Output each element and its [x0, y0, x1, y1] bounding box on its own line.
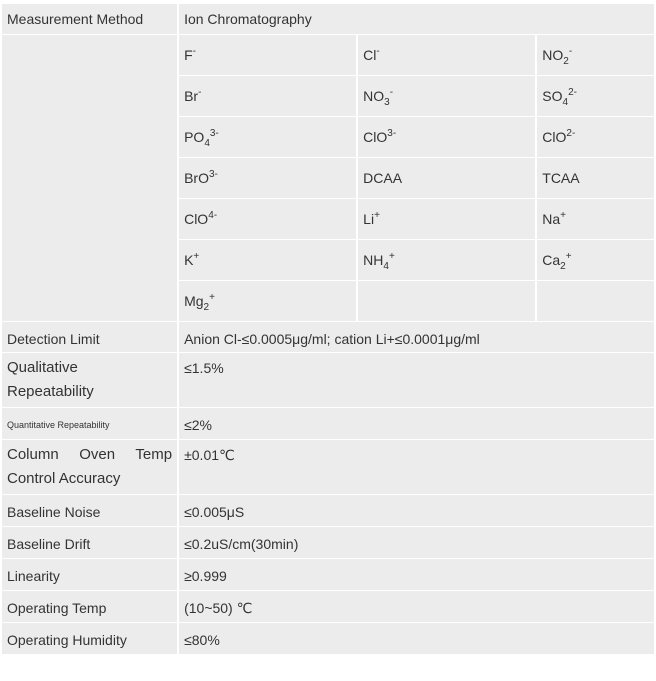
ion-list-label-cell	[2, 35, 177, 321]
ion-base: K	[184, 252, 194, 268]
column-oven-label	[2, 440, 177, 494]
ion-base: DCAA	[363, 170, 403, 186]
ion-cell	[179, 281, 356, 321]
column-oven-label-line1: Column Oven Temp	[7, 446, 173, 463]
ion-base: TCAA	[542, 170, 580, 186]
ion-superscript: +	[209, 292, 215, 303]
ion-base: Cl	[363, 47, 377, 63]
ion-subscript: 2	[560, 261, 566, 272]
ion-superscript: 4-	[208, 210, 218, 221]
row-measurement-method	[2, 4, 654, 34]
row-baseline-drift	[2, 527, 654, 558]
ion-base: ClO	[542, 129, 567, 145]
ion-base: Ca	[542, 252, 561, 268]
baseline-drift-value: ≤0.2uS/cm(30min)	[179, 527, 654, 558]
ion-superscript: +	[560, 210, 567, 221]
ion-formula	[184, 170, 218, 186]
ion-cell	[537, 117, 654, 157]
ion-formula	[542, 46, 573, 67]
ion-subscript: 3	[384, 97, 390, 108]
measurement-method-label: Measurement Method	[2, 4, 177, 34]
quantitative-repeatability-value: ≤2%	[179, 408, 654, 439]
ion-formula	[363, 251, 395, 272]
ion-base: NO	[363, 88, 385, 104]
ion-base: NH	[363, 252, 384, 268]
ion-superscript: 2-	[568, 87, 577, 98]
row-operating-temp	[2, 591, 654, 622]
ion-formula	[363, 170, 402, 186]
ion-base: SO	[542, 88, 563, 104]
operating-humidity-value: ≤80%	[179, 623, 654, 654]
ion-cell	[179, 35, 356, 75]
ion-cell	[537, 76, 654, 116]
qualitative-repeatability-label	[2, 353, 177, 407]
ion-formula	[184, 252, 199, 268]
operating-temp-value: (10~50) ℃	[179, 591, 654, 622]
ion-cell	[358, 240, 535, 280]
ion-superscript: -	[192, 46, 196, 57]
operating-temp-label: Operating Temp	[2, 591, 177, 622]
ion-formula	[363, 87, 394, 108]
baseline-noise-value: ≤0.005μS	[179, 495, 654, 526]
ion-subscript: 4	[383, 261, 389, 272]
ion-superscript: +	[193, 251, 200, 262]
ion-formula	[542, 251, 572, 272]
row-detection-limit	[2, 322, 654, 352]
baseline-drift-label: Baseline Drift	[2, 527, 177, 558]
ion-superscript: +	[565, 251, 572, 262]
ion-cell	[358, 117, 535, 157]
row-operating-humidity	[2, 623, 654, 654]
baseline-noise-label: Baseline Noise	[2, 495, 177, 526]
ion-base: ClO	[184, 211, 209, 227]
ion-cell	[179, 76, 356, 116]
ion-base: ClO	[363, 129, 388, 145]
ion-base: Na	[542, 211, 561, 227]
ion-superscript: +	[388, 251, 395, 262]
ion-cell	[358, 76, 535, 116]
ion-cell	[537, 199, 654, 239]
ion-base: Mg	[184, 293, 204, 309]
ion-superscript: 2-	[566, 128, 576, 139]
ion-cell	[358, 158, 535, 198]
ion-cell	[358, 35, 535, 75]
ion-cell	[537, 240, 654, 280]
ion-superscript: -	[389, 87, 394, 98]
detection-limit-value: Anion Cl-≤0.0005μg/ml; cation Li+≤0.0001μg/ml	[179, 322, 654, 352]
ion-superscript: -	[568, 46, 573, 57]
row-column-oven	[2, 440, 654, 494]
ion-formula	[542, 211, 566, 227]
row-baseline-noise	[2, 495, 654, 526]
ion-row	[2, 35, 654, 75]
column-oven-label-line2: Control Accuracy	[7, 470, 121, 487]
ion-formula	[542, 87, 577, 108]
ion-formula	[184, 292, 215, 313]
ion-superscript: -	[198, 87, 202, 98]
ion-subscript: 2	[203, 302, 210, 313]
ion-formula	[184, 211, 217, 227]
qualitative-label-line1: Qualitative	[7, 359, 78, 376]
ion-base: Li	[363, 211, 375, 227]
ion-subscript: 2	[563, 56, 569, 67]
ion-base: Br	[184, 88, 199, 104]
row-qualitative-repeatability	[2, 353, 654, 407]
ion-formula	[184, 47, 196, 63]
ion-superscript: 3-	[387, 128, 397, 139]
ion-formula	[363, 47, 380, 63]
ion-cell	[537, 35, 654, 75]
ion-formula	[363, 129, 396, 145]
ion-cell	[537, 158, 654, 198]
measurement-method-value: Ion Chromatography	[179, 4, 654, 34]
spec-table	[0, 3, 656, 655]
ion-cell	[537, 281, 654, 321]
ion-superscript: 3-	[209, 128, 219, 139]
row-linearity	[2, 559, 654, 590]
qualitative-repeatability-value: ≤1.5%	[179, 353, 654, 407]
ion-superscript: 3-	[208, 169, 218, 180]
ion-superscript: +	[374, 210, 380, 221]
ion-superscript: -	[376, 46, 380, 57]
ion-base: F	[184, 47, 193, 63]
linearity-label: Linearity	[2, 559, 177, 590]
ion-cell	[179, 158, 356, 198]
ion-base: BrO	[184, 170, 209, 186]
row-quantitative-repeatability	[2, 408, 654, 439]
detection-limit-label: Detection Limit	[2, 322, 177, 352]
ion-cell	[179, 240, 356, 280]
linearity-value: ≥0.999	[179, 559, 654, 590]
ion-subscript: 4	[562, 97, 569, 108]
ion-base: NO	[542, 47, 564, 63]
ion-subscript: 4	[204, 138, 210, 149]
ion-formula	[542, 170, 579, 186]
operating-humidity-label: Operating Humidity	[2, 623, 177, 654]
quantitative-repeatability-label: Quantitative Repeatability	[2, 408, 177, 439]
ion-base: PO	[184, 129, 205, 145]
ion-cell	[179, 117, 356, 157]
ion-formula	[184, 88, 201, 104]
ion-formula	[542, 129, 575, 145]
column-oven-value: ±0.01℃	[179, 440, 654, 494]
ion-cell	[358, 281, 535, 321]
ion-cell	[179, 199, 356, 239]
ion-formula	[363, 211, 380, 227]
qualitative-label-line2: Repeatability	[7, 383, 94, 400]
ion-formula	[184, 128, 219, 149]
ion-cell	[358, 199, 535, 239]
